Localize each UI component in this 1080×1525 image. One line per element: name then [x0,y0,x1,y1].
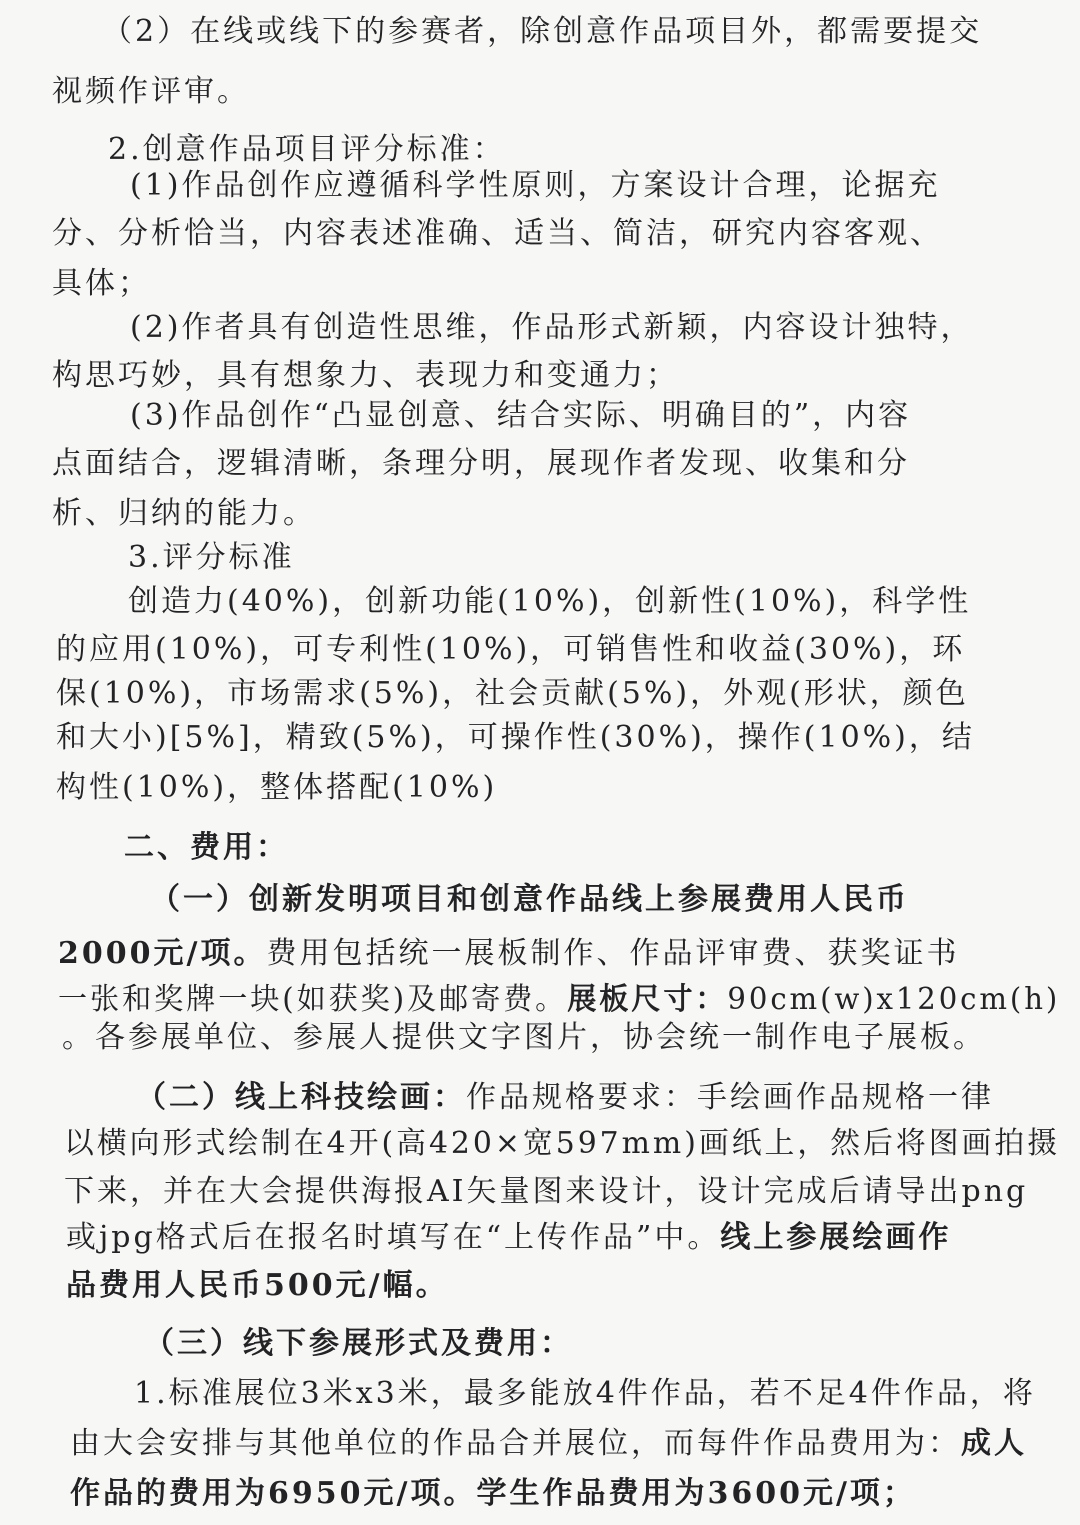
text-span: （二）线上科技绘画： [136,1080,466,1115]
text-line: (3)作品创作“凸显创意、结合实际、明确目的”，内容 [130,398,912,433]
text-line [136,1078,994,1118]
text-line: 以横向形式绘制在4开(高420×宽597mm)画纸上，然后将图画拍摄 [64,1126,1061,1161]
text-span: 2000元/项。 [58,936,267,971]
text-line: 点面结合，逻辑清晰，条理分明，展现作者发现、收集和分 [52,446,910,481]
text-line: （一）创新发明项目和创意作品线上参展费用人民币 [150,882,909,917]
text-line: 作品的费用为6950元/项。学生作品费用为3600元/项； [70,1476,916,1511]
text-span: 费用包括统一展板制作、作品评审费、获奖证书 [266,936,960,971]
text-line: 分、分析恰当，内容表述准确、适当、简洁，研究内容客观、 [52,216,943,251]
text-line: 和大小)[5%]，精致(5%)，可操作性(30%)，操作(10%)，结 [56,720,975,755]
text-line: 下来，并在大会提供海报AI矢量图来设计，设计完成后请导出png [64,1174,1029,1209]
text-span: 展板尺寸： [567,982,728,1017]
text-line: 1.标准展位3米x3米，最多能放4件作品，若不足4件作品，将 [134,1376,1036,1411]
text-line: 的应用(10%)，可专利性(10%)，可销售性和收益(30%)，环 [56,632,966,667]
text-line: 品费用人民币500元/幅。 [66,1268,449,1303]
text-line: 。各参展单位、参展人提供文字图片，协会统一制作电子展板。 [62,1020,986,1055]
text-line: 创造力(40%)，创新功能(10%)，创新性(10%)，科学性 [128,584,972,619]
text-span: 90cm(w)x120cm(h) [727,982,1061,1017]
text-line [70,1424,1027,1464]
text-span: 成人 [961,1426,1027,1461]
text-line: (1)作品创作应遵循科学性原则，方案设计合理，论据充 [130,168,941,203]
text-line [58,934,959,974]
text-line: （三）线下参展形式及费用： [144,1326,573,1361]
text-line: 保(10%)，市场需求(5%)，社会贡献(5%)，外观(形状，颜色 [56,676,969,711]
text-span: 一张和奖牌一块(如获奖)及邮寄费。 [58,982,568,1017]
text-line: 构思巧妙，具有想象力、表现力和变通力； [52,358,679,393]
text-span: 线上参展绘画作 [720,1220,952,1255]
text-span: 由大会安排与其他单位的作品合并展位，而每件作品费用为： [70,1426,961,1461]
fees-heading: 二、费用： [124,830,289,865]
section-heading: 3.评分标准 [128,540,295,575]
text-line [58,980,1060,1020]
text-line: (2)作者具有创造性思维，作品形式新颖，内容设计独特， [130,310,974,345]
text-line: 具体； [52,266,151,301]
text-line: 析、归纳的能力。 [52,496,316,531]
text-line: （2）在线或线下的参赛者，除创意作品项目外，都需要提交 [102,14,983,49]
text-line: 视频作评审。 [52,74,250,109]
text-line: 构性(10%)，整体搭配(10%) [56,770,498,805]
section-heading: 2.创意作品项目评分标准： [108,132,506,167]
text-line [66,1218,951,1258]
text-span: 或jpg格式后在报名时填写在“上传作品”中。 [66,1220,721,1255]
text-span: 作品规格要求：手绘画作品规格一律 [466,1080,994,1115]
